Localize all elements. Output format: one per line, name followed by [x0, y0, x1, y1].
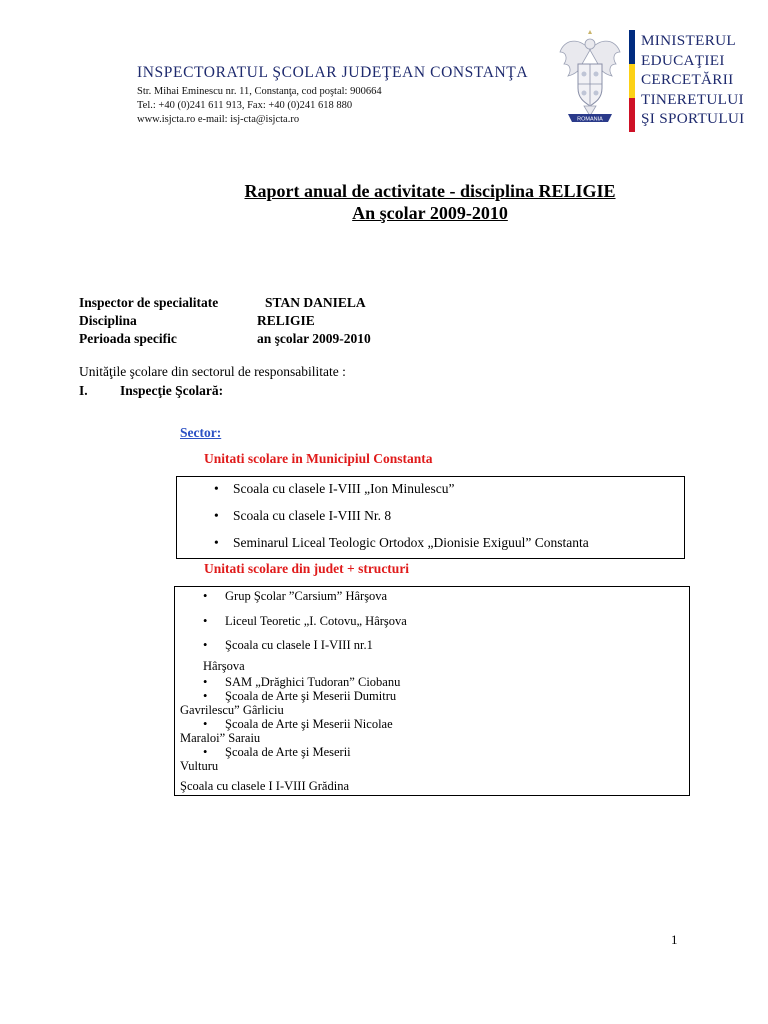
list-item: • Şcoala de Arte şi Meserii Nicolae	[225, 717, 393, 732]
ministry-line: EDUCAŢIEI	[641, 51, 725, 69]
list-item: • Liceul Teoretic „I. Cotovu„ Hârşova	[225, 614, 407, 629]
municipal-heading: Unitati scolare in Municipiul Constanta	[204, 451, 433, 466]
list-item-continuation: Maraloi” Saraiu	[180, 731, 261, 745]
list-item-continuation: Hârşova	[203, 659, 245, 673]
ministry-line: CERCETĂRII	[641, 71, 734, 88]
tricolor-bar	[629, 30, 635, 132]
list-item: • Seminarul Liceal Teologic Ortodox „Dionisie Exiguul” Constanta	[233, 535, 589, 551]
info-value: an şcolar 2009-2010	[257, 331, 371, 346]
list-item: • Scoala cu clasele I-VIII „Ion Minulescu”	[233, 481, 455, 497]
list-item: • Şcoala de Arte şi Meserii Dumitru	[225, 689, 396, 704]
section-label: Inspecţie Şcolară:	[120, 383, 224, 398]
institution-phone: Tel.: +40 (0)241 611 913, Fax: +40 (0)241 618 880	[137, 100, 353, 111]
ministry-name	[641, 31, 745, 129]
list-item: • Grup Şcolar ”Carsium” Hârşova	[225, 589, 387, 604]
page-number: 1	[671, 932, 678, 947]
county-units-box	[174, 586, 690, 796]
sector-label: Sector:	[180, 425, 222, 440]
info-label: Disciplina	[79, 313, 137, 328]
list-item: • Şcoala cu clasele I I-VIII nr.1	[225, 638, 373, 653]
list-item: • SAM „Drăghici Tudoran” Ciobanu	[225, 675, 400, 690]
info-value: RELIGIE	[257, 313, 315, 328]
municipal-units-box	[176, 476, 685, 559]
list-item-continuation: Gavrilescu” Gârliciu	[180, 703, 284, 717]
ministry-line: TINERETULUI	[641, 90, 744, 108]
info-label: Perioada specific	[79, 331, 177, 346]
institution-address: Str. Mihai Eminescu nr. 11, Constanţa, cod poştal: 900664	[137, 86, 382, 97]
list-item-continuation: Vulturu	[180, 759, 219, 773]
info-value: STAN DANIELA	[265, 295, 366, 310]
list-item: Şcoala cu clasele I I-VIII Grădina	[180, 779, 350, 793]
list-item: • Scoala cu clasele I-VIII Nr. 8	[233, 508, 391, 524]
ministry-line: ŞI SPORTULUI	[641, 110, 745, 127]
institution-name: INSPECTORATUL ŞCOLAR JUDEŢEAN CONSTANŢA	[137, 64, 529, 81]
list-item: • Şcoala de Arte şi Meserii	[225, 745, 351, 760]
crest-ribbon-text: ROMANIA	[577, 116, 603, 123]
section-number: I.	[79, 383, 88, 398]
report-title: Raport anual de activitate - disciplina RELIGIE	[244, 181, 616, 201]
report-school-year: An şcolar 2009-2010	[352, 203, 508, 223]
units-intro: Unităţile şcolare din sectorul de responsabilitate :	[79, 364, 346, 379]
romania-crest-icon	[558, 30, 622, 126]
ministry-line: MINISTERUL	[641, 32, 736, 49]
institution-web: www.isjcta.ro e-mail: isj-cta@isjcta.ro	[137, 114, 300, 125]
county-heading: Unitati scolare din judet + structuri	[204, 561, 410, 576]
info-label: Inspector de specialitate	[79, 295, 219, 310]
